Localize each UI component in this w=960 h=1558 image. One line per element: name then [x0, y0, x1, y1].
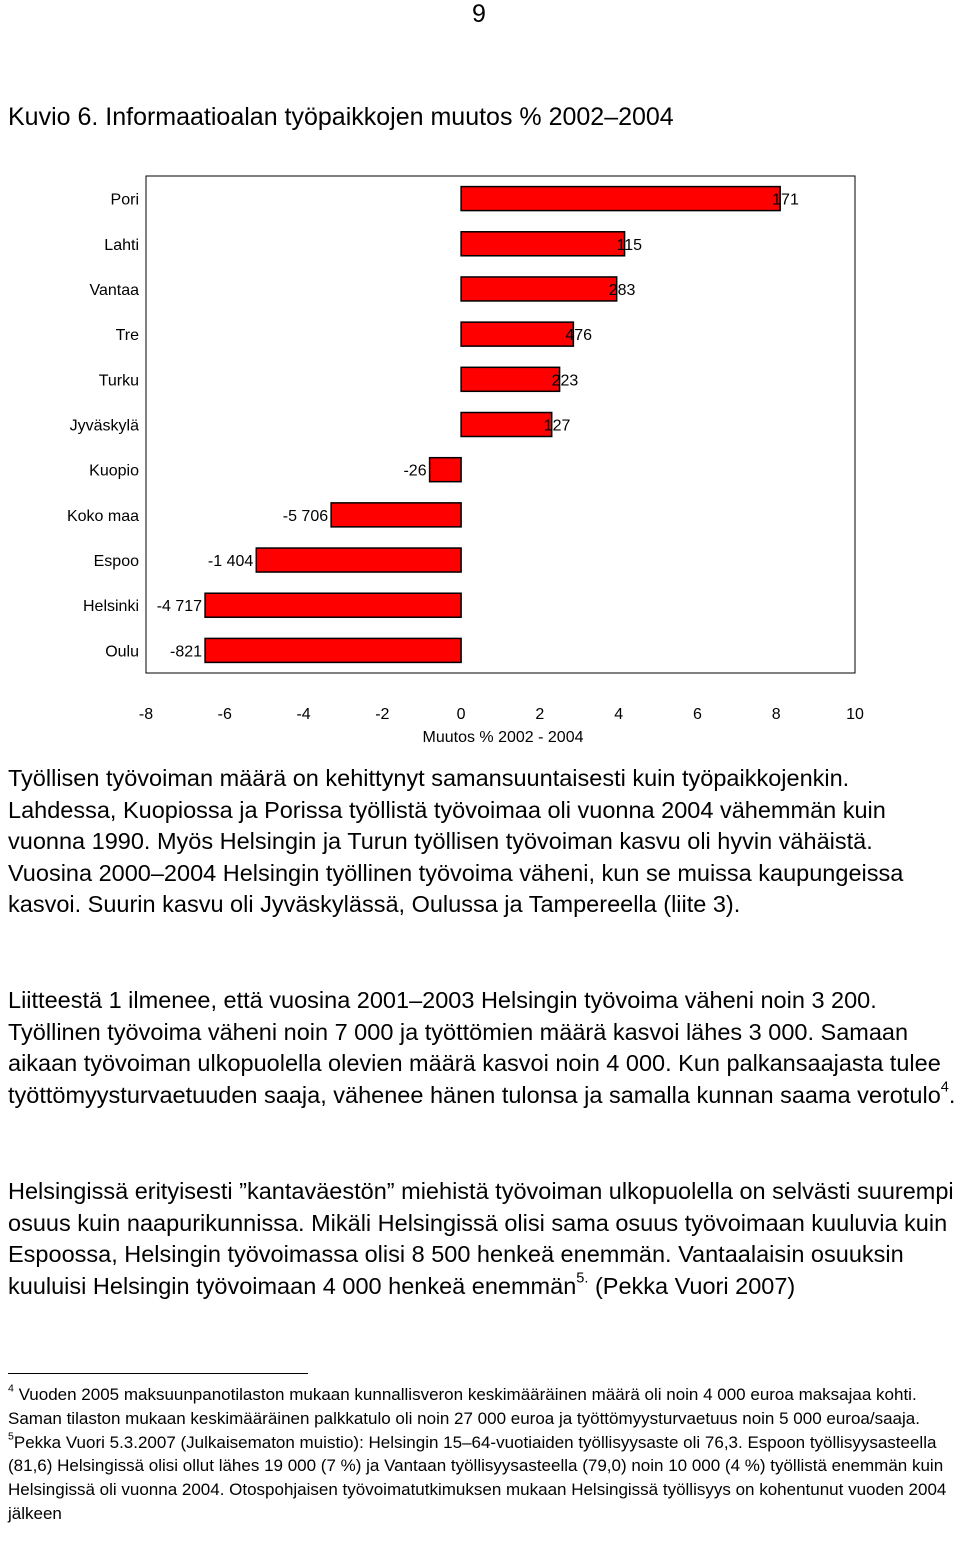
x-tick-label: -4	[296, 706, 311, 723]
paragraph-2	[8, 985, 956, 1111]
figure-title: Kuvio 6. Informaatioalan työpaikkojen muutos % 2002–2004	[8, 103, 674, 131]
x-tick-label: -2	[375, 706, 390, 723]
data-label: 127	[543, 417, 571, 435]
bar	[331, 503, 461, 527]
bars	[205, 187, 780, 663]
bar	[205, 593, 461, 617]
data-label: 283	[608, 281, 636, 299]
category-label: Helsinki	[82, 598, 139, 616]
data-label: 171	[772, 191, 799, 209]
x-tick-label: 2	[535, 706, 545, 723]
data-label: 223	[551, 372, 579, 390]
category-label: Pori	[110, 191, 139, 209]
data-label: 115	[616, 236, 643, 254]
footnote-4-text: Vuoden 2005 maksuunpanotilaston mukaan kunnallisveron keskimääräinen määrä oli noin 4 000 euroa maksajaa kohti. Saman tilaston mukaan keskimääräinen palkkatulo oli noin 27 000 euroa ja työttömyysturvaetuus noin 5 000 euroa/saaja.	[8, 1385, 920, 1428]
bar	[461, 187, 780, 211]
x-tick-label: -6	[217, 706, 232, 723]
category-label: Kuopio	[89, 462, 139, 480]
category-label: Vantaa	[89, 281, 139, 299]
bar	[205, 638, 461, 662]
footnote-marker-4: 4	[8, 1382, 14, 1395]
bar	[461, 277, 617, 301]
category-label: Turku	[98, 372, 139, 390]
bar	[461, 232, 624, 256]
bar-chart	[0, 170, 960, 750]
category-label: Lahti	[104, 236, 139, 254]
data-label: -4 717	[156, 598, 203, 616]
data-label: -26	[403, 462, 427, 480]
data-label: 476	[565, 327, 593, 345]
footnote-ref-5: 5.	[576, 1269, 589, 1286]
paragraph-3-text: Helsingissä erityisesti ”kantaväestön” miehistä työvoiman ulkopuolella on selvästi suurempi osuus kuin naapurikunnissa. Mikäli Helsingissä olisi sama osuus työvoimaan kuuluvia kuin Espoossa, Helsingin työvoimassa olisi 8 500 henkeä enemmän. Vantaalaisin osuuksin kuuluisi Helsingin työvoimaan 4 000 henkeä enemmän	[8, 1178, 954, 1299]
paragraph-1: Työllisen työvoiman määrä on kehittynyt samansuuntaisesti kuin työpaikkojenkin. Lahdessa, Kuopiossa ja Porissa työllistä työvoimaa oli vuonna 2004 vähemmän kuin vuonna 1990. Myös Helsingin ja Turun työllisen työvoiman kasvu oli hyvin vähäistä. Vuosina 2000–2004 Helsingin työllinen työvoima väheni, kun se muissa kaupungeissa kasvoi. Suurin kasvu oli Jyväskylässä, Oulussa ja Tampereella (liite 3).	[8, 765, 904, 917]
x-tick-label: 10	[846, 706, 864, 723]
x-tick-labels	[139, 706, 864, 723]
footnote-separator	[8, 1373, 308, 1374]
data-label: -1 404	[207, 553, 254, 571]
category-labels	[67, 192, 139, 661]
category-label: Koko maa	[66, 507, 139, 525]
bar	[461, 413, 552, 437]
footnote-4	[8, 1383, 956, 1431]
category-label: Oulu	[105, 643, 139, 661]
x-tick-label: 6	[692, 706, 702, 723]
bar	[256, 548, 461, 572]
bar	[461, 322, 573, 346]
bar	[461, 367, 559, 391]
footnote-5-text: Pekka Vuori 5.3.2007 (Julkaisematon muistio): Helsingin 15–64-vuotiaiden työllisyysaste oli 76,3. Espoon työllisyysasteella (81,6) Helsingissä olisi ollut lähes 19 000 (7 %) ja Vantaan työllisyysasteella (79,0) noin 10 000 (4 %) työllistä enemmän kuin Helsingissä oli vuonna 2004. Otospohjaisen työvoimatutkimuksen mukaan Helsingissä työllisyys on kohentunut vuoden 2004 jälkeen	[8, 1432, 947, 1523]
data-label: -821	[170, 643, 203, 661]
footnotes	[8, 1383, 956, 1526]
footnote-marker-5: 5	[8, 1430, 14, 1443]
x-tick-label: 8	[771, 706, 781, 723]
category-label: Jyväskylä	[69, 417, 139, 435]
category-label: Tre	[115, 327, 139, 345]
footnote-5	[8, 1431, 956, 1526]
footnote-ref-4: 4	[940, 1078, 949, 1095]
paragraph-3	[8, 1176, 956, 1302]
category-label: Espoo	[93, 553, 139, 571]
x-axis-title: Muutos % 2002 - 2004	[422, 729, 584, 746]
paragraph-2-text: Liitteestä 1 ilmenee, että vuosina 2001–2003 Helsingin työvoima väheni noin 3 200. Työllinen työvoima väheni noin 7 000 ja työttömien määrä kasvoi lähes 3 000. Samaan aikaan työvoiman ulkopuolella olevien määrä kasvoi noin 4 000. Kun palkansaajasta tulee työttömyysturvaetuuden saaja, vähenee hänen tulonsa ja samalla kunnan saama verotulo	[8, 987, 941, 1108]
paragraph-2-end: .	[948, 1081, 956, 1108]
page-number: 9	[472, 0, 486, 28]
data-label: -5 706	[282, 507, 329, 525]
bar	[430, 458, 462, 482]
x-tick-label: -8	[138, 706, 154, 723]
paragraph-3-end: (Pekka Vuori 2007)	[588, 1272, 796, 1299]
x-tick-label: 0	[456, 706, 466, 723]
x-tick-label: 4	[614, 706, 624, 723]
